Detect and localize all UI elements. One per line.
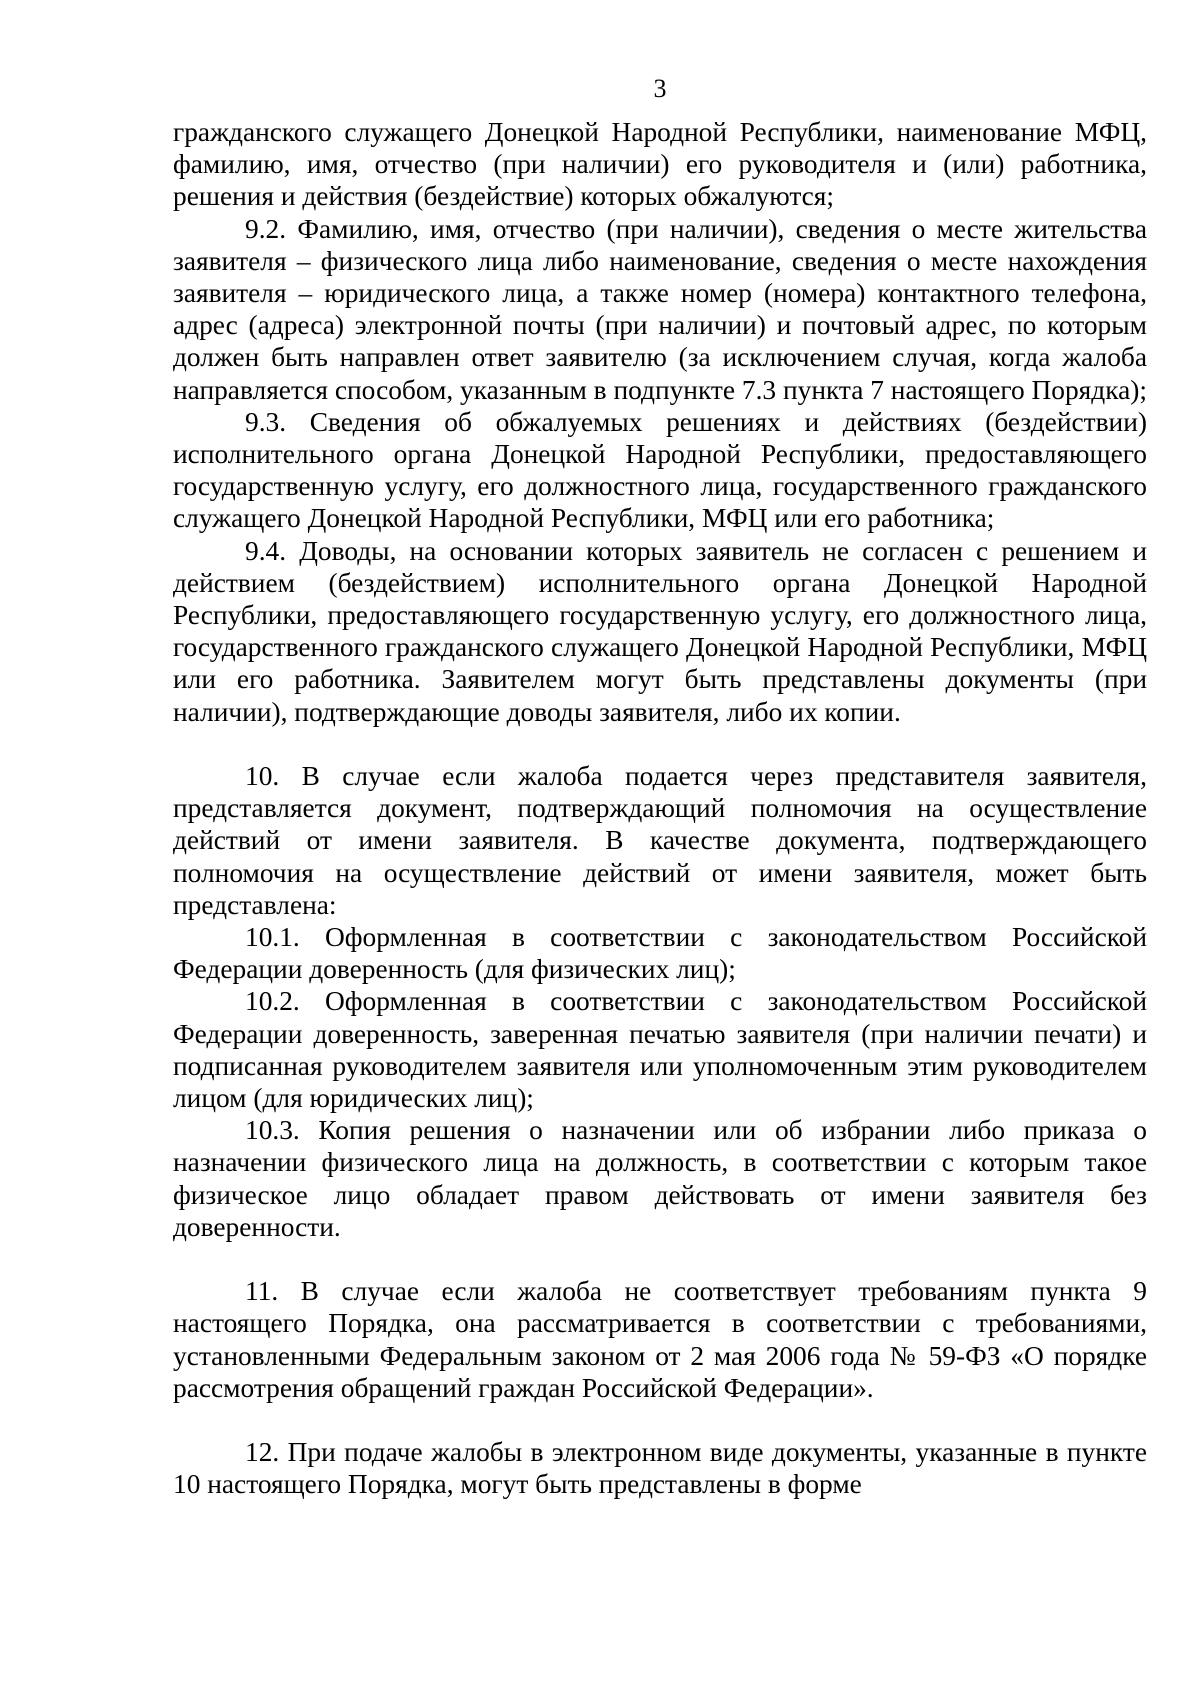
paragraph-11: 11. В случае если жалоба не соответствует требованиям пункта 9 настоящего Порядка, она рассматривается в соответствии с требованиями, установленными Федеральным законом от 2 мая 2006 года № 59-ФЗ «О порядке рассмотрения обращений граждан Российской Федерации». <box>173 1276 1147 1403</box>
page-number: 3 <box>653 74 667 103</box>
paragraph-12: 12. При подаче жалобы в электронном виде документы, указанные в пункте 10 настоящего Порядка, могут быть представлены в форме <box>173 1437 1147 1500</box>
paragraph-9-1-continuation: гражданского служащего Донецкой Народной Республики, наименование МФЦ, фамилию, имя, отчество (при наличии) его руководителя и (или) работника, решения и действия (бездействие) которых обжалуются; <box>173 117 1147 212</box>
paragraph-10: 10. В случае если жалоба подается через представителя заявителя, представляется документ, подтверждающий полномочия на осуществление действий от имени заявителя. В качестве документа, подтверждающего полномочия на осуществление действий от имени заявителя, может быть представлена: <box>173 761 1147 920</box>
paragraph-10-2: 10.2. Оформленная в соответствии с законодательством Российской Федерации доверенность, заверенная печатью заявителя (при наличии печати) и подписанная руководителем заявителя или уполномоченным этим руководителем лицом (для юридических лиц); <box>173 986 1147 1114</box>
paragraph-9-3: 9.3. Сведения об обжалуемых решениях и действиях (бездействии) исполнительного органа Донецкой Народной Республики, предоставляющего государственную услугу, его должностного лица, государственного гражданского служащего Донецкой Народной Республики, МФЦ или его работника; <box>173 406 1147 534</box>
paragraph-9-2: 9.2. Фамилию, имя, отчество (при наличии), сведения о месте жительства заявителя – физического лица либо наименование, сведения о месте нахождения заявителя – юридического лица, а также номер (номера) контактного телефона, адрес (адреса) электронной почты (при наличии) и почтовый адрес, по которым должен быть направлен ответ заявителю (за исключением случая, когда жалоба направляется способом, указанным в подпункте 7.3 пункта 7 настоящего Порядка); <box>173 213 1147 405</box>
document-body <box>173 116 1147 1501</box>
paragraph-10-1: 10.1. Оформленная в соответствии с законодательством Российской Федерации доверенность (для физических лиц); <box>173 922 1147 985</box>
paragraph-10-3: 10.3. Копия решения о назначении или об избрании либо приказа о назначении физического лица на должность, в соответствии с которым такое физическое лицо обладает правом действовать от имени заявителя без доверенности. <box>173 1115 1147 1242</box>
paragraph-9-4: 9.4. Доводы, на основании которых заявитель не согласен с решением и действием (бездействием) исполнительного органа Донецкой Народной Республики, предоставляющего государственную услугу, его должностного лица, государственного гражданского служащего Донецкой Народной Республики, МФЦ или его работника. Заявителем могут быть представлены документы (при наличии), подтверждающие доводы заявителя, либо их копии. <box>173 535 1147 727</box>
